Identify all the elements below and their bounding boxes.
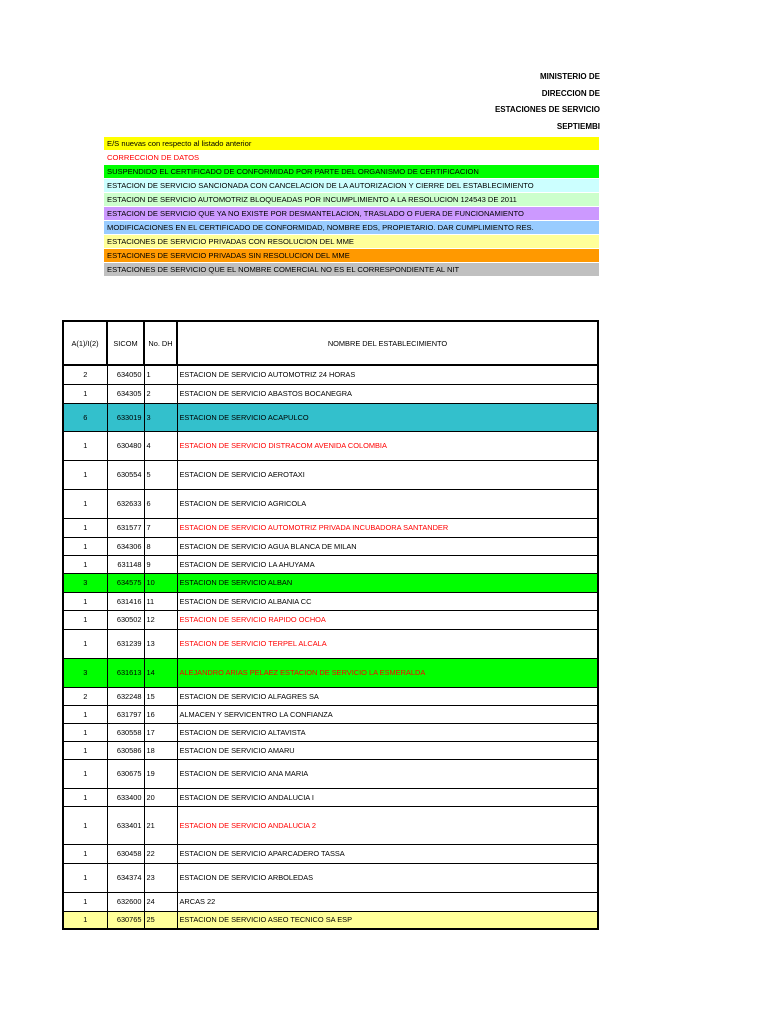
cell-nombre: ESTACION DE SERVICIO AUTOMOTRIZ PRIVADA INCUBADORA SANTANDER: [177, 518, 598, 537]
cell-a: 1: [63, 759, 107, 788]
cell-nombre: ESTACION DE SERVICIO ALFAGRES SA: [177, 687, 598, 705]
stations-table: [62, 320, 599, 930]
cell-a: 1: [63, 806, 107, 844]
cell-dh: 16: [144, 705, 177, 723]
cell-a: 6: [63, 403, 107, 431]
header-line-ministerio: MINISTERIO DE: [539, 72, 600, 81]
cell-dh: 2: [144, 384, 177, 403]
table-row[interactable]: [63, 403, 598, 431]
cell-a: 1: [63, 705, 107, 723]
cell-sicom: 630558: [107, 723, 144, 741]
cell-dh: 19: [144, 759, 177, 788]
cell-a: 1: [63, 863, 107, 892]
table-row[interactable]: [63, 911, 598, 929]
cell-sicom: 630586: [107, 741, 144, 759]
cell-nombre: ESTACION DE SERVICIO APARCADERO TASSA: [177, 844, 598, 863]
cell-nombre: ARCAS 22: [177, 892, 598, 911]
cell-dh: 3: [144, 403, 177, 431]
cell-nombre: ESTACION DE SERVICIO ASEO TECNICO SA ESP: [177, 911, 598, 929]
legend-item: E/S nuevas con respecto al listado anterior: [104, 137, 599, 151]
cell-dh: 18: [144, 741, 177, 759]
table-row[interactable]: [63, 806, 598, 844]
cell-sicom: 630458: [107, 844, 144, 863]
cell-a: 1: [63, 431, 107, 460]
table-row[interactable]: [63, 489, 598, 518]
table-row[interactable]: [63, 705, 598, 723]
cell-sicom: 634305: [107, 384, 144, 403]
cell-a: 1: [63, 518, 107, 537]
cell-nombre: ESTACION DE SERVICIO ALTAVISTA: [177, 723, 598, 741]
col-header-nombre[interactable]: NOMBRE DEL ESTABLECIMIENTO: [177, 321, 598, 365]
table-row[interactable]: [63, 384, 598, 403]
cell-sicom: 630554: [107, 460, 144, 489]
cell-sicom: 633401: [107, 806, 144, 844]
table-row[interactable]: [63, 518, 598, 537]
cell-nombre: ESTACION DE SERVICIO LA AHUYAMA: [177, 555, 598, 573]
cell-sicom: 634575: [107, 573, 144, 592]
cell-a: 1: [63, 384, 107, 403]
cell-sicom: 633400: [107, 788, 144, 806]
table-row[interactable]: [63, 537, 598, 555]
cell-dh: 4: [144, 431, 177, 460]
table-row[interactable]: [63, 759, 598, 788]
table-row[interactable]: [63, 788, 598, 806]
table-row[interactable]: [63, 460, 598, 489]
cell-dh: 8: [144, 537, 177, 555]
cell-a: 1: [63, 629, 107, 658]
cell-dh: 23: [144, 863, 177, 892]
cell-sicom: 630480: [107, 431, 144, 460]
table-row[interactable]: [63, 629, 598, 658]
cell-dh: 10: [144, 573, 177, 592]
cell-sicom: 631613: [107, 658, 144, 687]
cell-nombre: ESTACION DE SERVICIO AEROTAXI: [177, 460, 598, 489]
cell-dh: 20: [144, 788, 177, 806]
cell-a: 1: [63, 788, 107, 806]
table-row[interactable]: [63, 610, 598, 629]
legend-item: ESTACIONES DE SERVICIO QUE EL NOMBRE COMERCIAL NO ES EL CORRESPONDIENTE AL NIT: [104, 263, 599, 277]
cell-a: 1: [63, 489, 107, 518]
table-row[interactable]: [63, 892, 598, 911]
cell-nombre: ESTACION DE SERVICIO ABASTOS BOCANEGRA: [177, 384, 598, 403]
cell-nombre: ALEJANDRO ARIAS PELAEZ ESTACION DE SERVICIO LA ESMERALDA: [177, 658, 598, 687]
cell-dh: 22: [144, 844, 177, 863]
cell-dh: 6: [144, 489, 177, 518]
header-line-direccion: DIRECCION DE: [541, 89, 600, 98]
cell-dh: 15: [144, 687, 177, 705]
col-header-dh[interactable]: No. DH: [144, 321, 177, 365]
cell-dh: 21: [144, 806, 177, 844]
cell-sicom: 631577: [107, 518, 144, 537]
table-row[interactable]: [63, 863, 598, 892]
cell-a: 1: [63, 610, 107, 629]
cell-a: 1: [63, 592, 107, 610]
cell-sicom: 631416: [107, 592, 144, 610]
table-row[interactable]: [63, 658, 598, 687]
table-row[interactable]: [63, 723, 598, 741]
table-row[interactable]: [63, 592, 598, 610]
color-legend: [104, 137, 599, 277]
cell-nombre: ALMACEN Y SERVICENTRO LA CONFIANZA: [177, 705, 598, 723]
table-row[interactable]: [63, 365, 598, 384]
cell-sicom: 630765: [107, 911, 144, 929]
cell-a: 1: [63, 844, 107, 863]
legend-item: ESTACIONES DE SERVICIO PRIVADAS SIN RESOLUCION DEL MME: [104, 249, 599, 263]
cell-sicom: 630502: [107, 610, 144, 629]
cell-sicom: 634306: [107, 537, 144, 555]
cell-dh: 14: [144, 658, 177, 687]
cell-dh: 11: [144, 592, 177, 610]
cell-dh: 7: [144, 518, 177, 537]
cell-nombre: ESTACION DE SERVICIO ANDALUCIA I: [177, 788, 598, 806]
table-row[interactable]: [63, 573, 598, 592]
cell-nombre: ESTACION DE SERVICIO ALBANIA CC: [177, 592, 598, 610]
cell-sicom: 631239: [107, 629, 144, 658]
cell-sicom: 632248: [107, 687, 144, 705]
cell-a: 1: [63, 537, 107, 555]
cell-sicom: 632633: [107, 489, 144, 518]
cell-a: 2: [63, 365, 107, 384]
cell-sicom: 631797: [107, 705, 144, 723]
cell-sicom: 631148: [107, 555, 144, 573]
cell-a: 1: [63, 555, 107, 573]
cell-sicom: 634374: [107, 863, 144, 892]
legend-item: ESTACIONES DE SERVICIO PRIVADAS CON RESOLUCION DEL MME: [104, 235, 599, 249]
legend-item: MODIFICACIONES EN EL CERTIFICADO DE CONFORMIDAD, NOMBRE EDS, PROPIETARIO. DAR CUMPLIMIENTO RES.: [104, 221, 599, 235]
col-header-sicom[interactable]: SICOM: [107, 321, 144, 365]
cell-nombre: ESTACION DE SERVICIO ARBOLEDAS: [177, 863, 598, 892]
table-row[interactable]: [63, 741, 598, 759]
cell-sicom: 632600: [107, 892, 144, 911]
cell-nombre: ESTACION DE SERVICIO ALBAN: [177, 573, 598, 592]
cell-dh: 17: [144, 723, 177, 741]
legend-item: CORRECCION DE DATOS: [104, 151, 599, 165]
cell-nombre: ESTACION DE SERVICIO ACAPULCO: [177, 403, 598, 431]
cell-nombre: ESTACION DE SERVICIO TERPEL ALCALA: [177, 629, 598, 658]
col-header-a[interactable]: A(1)/I(2): [63, 321, 107, 365]
cell-dh: 25: [144, 911, 177, 929]
legend-item: SUSPENDIDO EL CERTIFICADO DE CONFORMIDAD POR PARTE DEL ORGANISMO DE CERTIFICACION: [104, 165, 599, 179]
legend-item: ESTACION DE SERVICIO QUE YA NO EXISTE POR DESMANTELACION, TRASLADO O FUERA DE FUNCIONAMIENTO: [104, 207, 599, 221]
cell-dh: 9: [144, 555, 177, 573]
table-row[interactable]: [63, 555, 598, 573]
cell-a: 1: [63, 723, 107, 741]
cell-dh: 12: [144, 610, 177, 629]
cell-a: 1: [63, 460, 107, 489]
table-row[interactable]: [63, 431, 598, 460]
cell-a: 3: [63, 658, 107, 687]
table-header-row: [63, 321, 598, 365]
cell-nombre: ESTACION DE SERVICIO ANDALUCIA 2: [177, 806, 598, 844]
legend-item: ESTACION DE SERVICIO SANCIONADA CON CANCELACION DE LA AUTORIZACION Y CIERRE DEL ESTABLECIMIENTO: [104, 179, 599, 193]
legend-item: ESTACION DE SERVICIO AUTOMOTRIZ BLOQUEADAS POR INCUMPLIMIENTO A LA RESOLUCION 124543 DE 2011: [104, 193, 599, 207]
cell-a: 3: [63, 573, 107, 592]
table-row[interactable]: [63, 844, 598, 863]
cell-nombre: ESTACION DE SERVICIO AUTOMOTRIZ 24 HORAS: [177, 365, 598, 384]
cell-dh: 1: [144, 365, 177, 384]
cell-a: 1: [63, 741, 107, 759]
cell-a: 2: [63, 687, 107, 705]
cell-nombre: ESTACION DE SERVICIO ANA MARIA: [177, 759, 598, 788]
cell-sicom: 634050: [107, 365, 144, 384]
header-line-estaciones: ESTACIONES DE SERVICIO: [494, 105, 600, 114]
cell-dh: 24: [144, 892, 177, 911]
cell-a: 1: [63, 892, 107, 911]
cell-sicom: 633019: [107, 403, 144, 431]
cell-sicom: 630675: [107, 759, 144, 788]
cell-nombre: ESTACION DE SERVICIO AGRICOLA: [177, 489, 598, 518]
table-row[interactable]: [63, 687, 598, 705]
cell-nombre: ESTACION DE SERVICIO AMARU: [177, 741, 598, 759]
cell-nombre: ESTACION DE SERVICIO DISTRACOM AVENIDA COLOMBIA: [177, 431, 598, 460]
header-line-fecha: SEPTIEMBI: [556, 122, 600, 131]
cell-dh: 5: [144, 460, 177, 489]
cell-dh: 13: [144, 629, 177, 658]
cell-a: 1: [63, 911, 107, 929]
cell-nombre: ESTACION DE SERVICIO RAPIDO OCHOA: [177, 610, 598, 629]
cell-nombre: ESTACION DE SERVICIO AGUA BLANCA DE MILAN: [177, 537, 598, 555]
